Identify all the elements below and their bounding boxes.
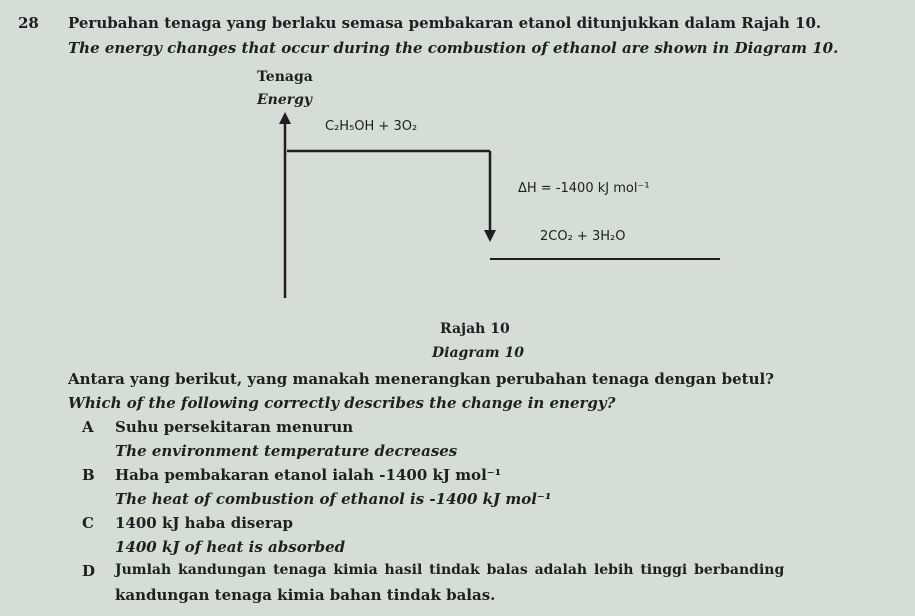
- question-stem-english: The energy changes that occur during the combustion of ethanol are shown in Diagram 10.: [68, 39, 839, 57]
- diagram-caption-english: Diagram 10: [432, 345, 524, 361]
- option-a-letter[interactable]: A: [82, 418, 94, 436]
- products-label: 2CO₂ + 3H₂O: [540, 229, 626, 244]
- option-d-malay-continued[interactable]: kandungan tenaga kimia bahan tindak balas.: [115, 586, 496, 604]
- option-c-letter[interactable]: C: [82, 514, 94, 532]
- option-b-english[interactable]: The heat of combustion of ethanol is -1400 kJ mol⁻¹: [115, 490, 552, 508]
- diagram-caption-malay: Rajah 10: [440, 321, 510, 337]
- option-d-malay[interactable]: Jumlah kandungan tenaga kimia hasil tindak balas adalah lebih tinggi berbanding: [115, 562, 785, 578]
- y-axis-label-english: Energy: [257, 92, 313, 108]
- option-c-malay[interactable]: 1400 kJ haba diserap: [115, 514, 294, 532]
- option-a-malay[interactable]: Suhu persekitaran menurun: [115, 418, 354, 436]
- option-a-english[interactable]: The environment temperature decreases: [115, 442, 458, 460]
- delta-h-label: ΔH = -1400 kJ mol⁻¹: [518, 181, 650, 196]
- reactants-label: C₂H₅OH + 3O₂: [325, 119, 418, 134]
- option-b-malay[interactable]: Haba pembakaran etanol ialah -1400 kJ mol⁻¹: [115, 466, 502, 484]
- delta-h-arrowhead: [484, 230, 496, 242]
- option-c-english[interactable]: 1400 kJ of heat is absorbed: [115, 538, 346, 556]
- question-stem-malay: Perubahan tenaga yang berlaku semasa pembakaran etanol ditunjukkan dalam Rajah 10.: [68, 14, 822, 32]
- option-d-letter[interactable]: D: [82, 562, 96, 580]
- y-axis-label-malay: Tenaga: [257, 69, 313, 85]
- question-number: 28: [18, 14, 39, 32]
- axis-arrowhead: [279, 112, 291, 124]
- prompt-malay: Antara yang berikut, yang manakah menerangkan perubahan tenaga dengan betul?: [68, 370, 774, 388]
- option-b-letter[interactable]: B: [82, 466, 95, 484]
- prompt-english: Which of the following correctly describes the change in energy?: [68, 394, 616, 412]
